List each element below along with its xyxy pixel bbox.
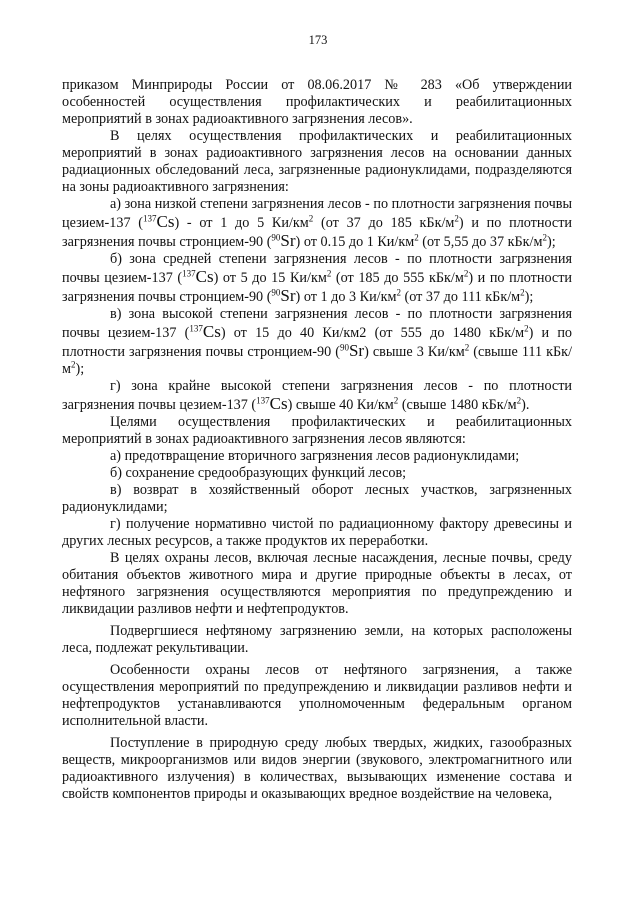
zone-low-item: а) зона низкой степени загрязнения лесов - по плотности загрязнения почвы цезием-137 ($^{137}$Cs) - от 1 до 5 $Ки/км^2$ (от 37 до 185 кБк/$м^2$) и по плотности загрязнения почвы стронцием-90 ($^{90}$Sr) от 0.15 до 1 $Ки/км^2$ (от 5,55 до 37 кБк/$м^2$); [62,196,573,250]
cesium-symbol: Cs [195,267,214,286]
paragraph-oil-recultivation: Подвергшиеся нефтяному загрязнению земли, на которых расположены леса, подлежат рекультивации. [62,623,572,656]
page-number: 173 [308,33,328,47]
goal-item-a: а) предотвращение вторичного загрязнения лесов радионуклидами; [110,448,520,464]
cesium-symbol: Cs [156,212,175,231]
zone-extreme-item: г) зона крайне высокой степени загрязнения лесов - по плотности загрязнения почвы цезием-137 ($^{137}$Cs) свыше 40 $Ки/км^2$ (свыше 1480 кБк/$м^2$). [62,378,572,413]
paragraph-goals-intro: Целями осуществления профилактических и реабилитационных мероприятий в зонах радиоактивного загрязнения лесов являются: [62,414,572,447]
cesium-symbol: Cs [202,322,221,341]
strontium-symbol: Sr [280,231,296,250]
strontium-symbol: Sr [280,286,296,305]
zone-medium-item: б) зона средней степени загрязнения лесов - по плотности загрязнения почвы цезием-137 ($^{137}$Cs) от 5 до 15 $Ки/км^2$ (от 185 до 555 кБк/$м^2$) и по плотности загрязнения почвы стронцием-90 ($^{90}$Sr) от 1 до 3 $Ки/км^2$ (от 37 до 111 кБк/$м^2$); [62,251,572,305]
document-body [62,77,572,803]
strontium-symbol: Sr [348,341,365,360]
paragraph-zones-intro: В целях осуществления профилактических и реабилитационных мероприятий в зонах радиоактивного загрязнения лесов на основании данных радиационных обследований леса, загрязненные радионуклидами, подразделяются на зоны радиоактивного загрязнения: [62,128,572,195]
paragraph-oil-protection: В целях охраны лесов, включая лесные насаждения, лесные почвы, среду обитания объектов животного мира и другие природные объекты в лесах, от нефтяного загрязнения осуществляются мероприятия по предупреждению и ликвидации разливов нефти и нефтепродуктов. [62,550,572,617]
paragraph-order-reference: приказом Минприроды России от 08.06.2017 № 283 «Об утверждении особенностей осуществления профилактических и реабилитационных мероприятий в зонах радиоактивного загрязнения лесов». [62,77,572,127]
cesium-symbol: Cs [269,394,288,413]
goal-item-c: в) возврат в хозяйственный оборот лесных участков, загрязненных радионуклидами; [62,482,572,515]
paragraph-oil-regulation: Особенности охраны лесов от нефтяного загрязнения, а также осуществления мероприятий по предупреждению и ликвидации разливов нефти и нефтепродуктов устанавливаются уполномоченным федеральным органом исполнительной власти. [62,662,572,729]
goal-item-b: б) сохранение средообразующих функций лесов; [110,465,407,481]
goal-item-d: г) получение нормативно чистой по радиационному фактору древесины и других лесных ресурсов, а также продуктов их переработки. [62,516,572,549]
zone-high-item: в) зона высокой степени загрязнения лесов - по плотности загрязнения почвы цезием-137 ($^{137}$Cs) от 15 до 40 Ки/км2 (от 555 до 1480 кБк/$м^2$) и по плотности загрязнения почвы стронцием-90 ($^{90}$Sr) свыше 3 $Ки/км^2$ (свыше 111 кБк/$м^2$); [62,306,573,377]
paragraph-pollution-definition: Поступление в природную среду любых твердых, жидких, газообразных веществ, микроорганизмов или видов энергии (звукового, электромагнитного или радиоактивного излучения) в количествах, вызывающих изменение состава и свойств компонентов природы и оказывающих вредное воздействие на человека, [62,735,572,802]
